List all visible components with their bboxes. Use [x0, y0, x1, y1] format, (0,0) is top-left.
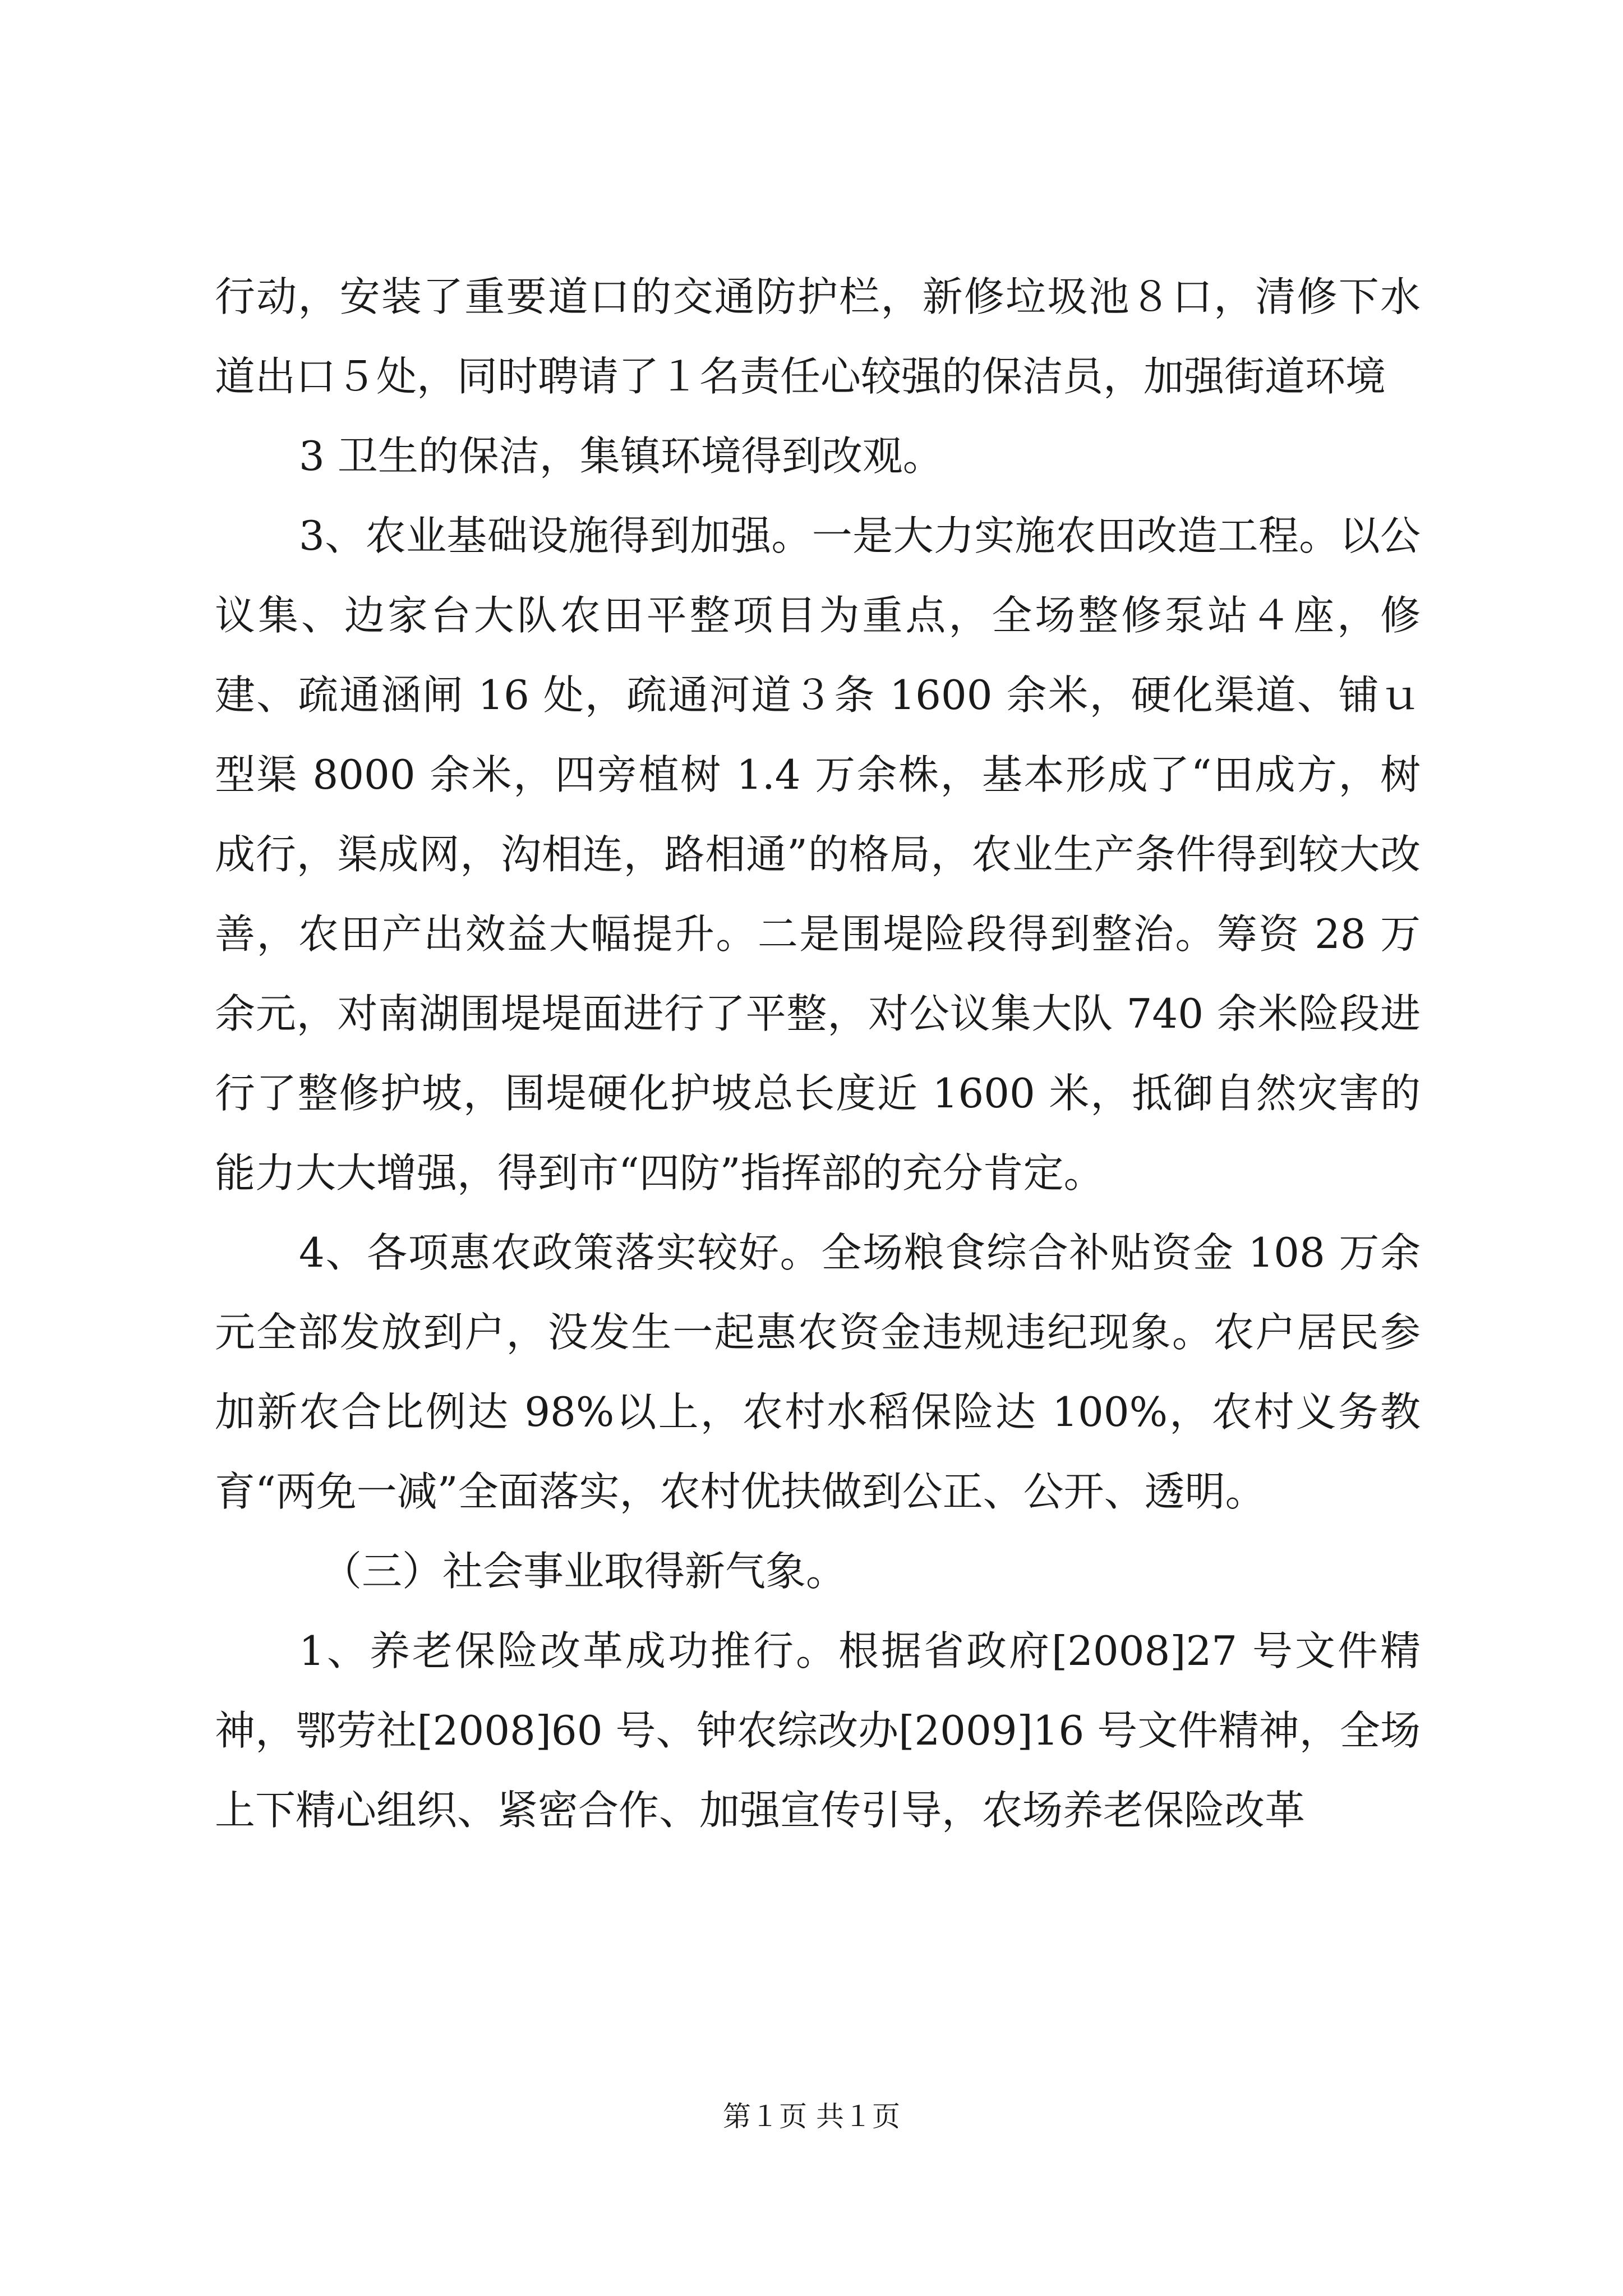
paragraph-3: 3、农业基础设施得到加强。一是大力实施农田改造工程。以公议集、边家台大队农田平整项目为重点，全场整修泵站４座，修建、疏通涵闸 16 处，疏通河道３条 1600 余米，硬化渠道、铺ｕ型渠 8000 余米，四旁植树 1.4 万余株，基本形成了“田成方，树成行，渠成网，沟相连，路相通”的格局，农业生产条件得到较大改善，农田产出效益大幅提升。二是围堤险段得到整治。筹资 28 万余元，对南湖围堤堤面进行了平整，对公议集大队 740 余米险段进行了整修护坡，围堤硬化护坡总长度近 1600 米，抵御自然灾害的能力大大增强，得到市“四防”指挥部的充分肯定。 — [215, 512, 1421, 1197]
paragraph-2: 3 卫生的保洁，集镇环境得到改观。 — [299, 432, 943, 480]
paragraph-4: 4、各项惠农政策落实较好。全场粮食综合补贴资金 108 万余元全部发放到户，没发生一起惠农资金违规违纪现象。农户居民参加新农合比例达 98%以上，农村水稻保险达 100%，农村义务教育“两免一减”全面落实，农村优扶做到公正、公开、透明。 — [215, 1229, 1421, 1515]
page-footer: 第１页 共１页 — [723, 2100, 900, 2133]
paragraph-5: 1、养老保险改革成功推行。根据省政府[2008]27 号文件精神，鄂劳社[2008]60 号、钟农综改办[2009]16 号文件精神，全场上下精心组织、紧密合作、加强宣传引导，农场养老保险改革 — [215, 1627, 1421, 1834]
document-body — [215, 257, 1421, 1850]
paragraph-1: 行动，安装了重要道口的交通防护栏，新修垃圾池８口，清修下水道出口５处，同时聘请了１名责任心较强的保洁员，加强街道环境 — [215, 273, 1421, 400]
section-heading: （三）社会事业取得新气象。 — [321, 1548, 847, 1595]
